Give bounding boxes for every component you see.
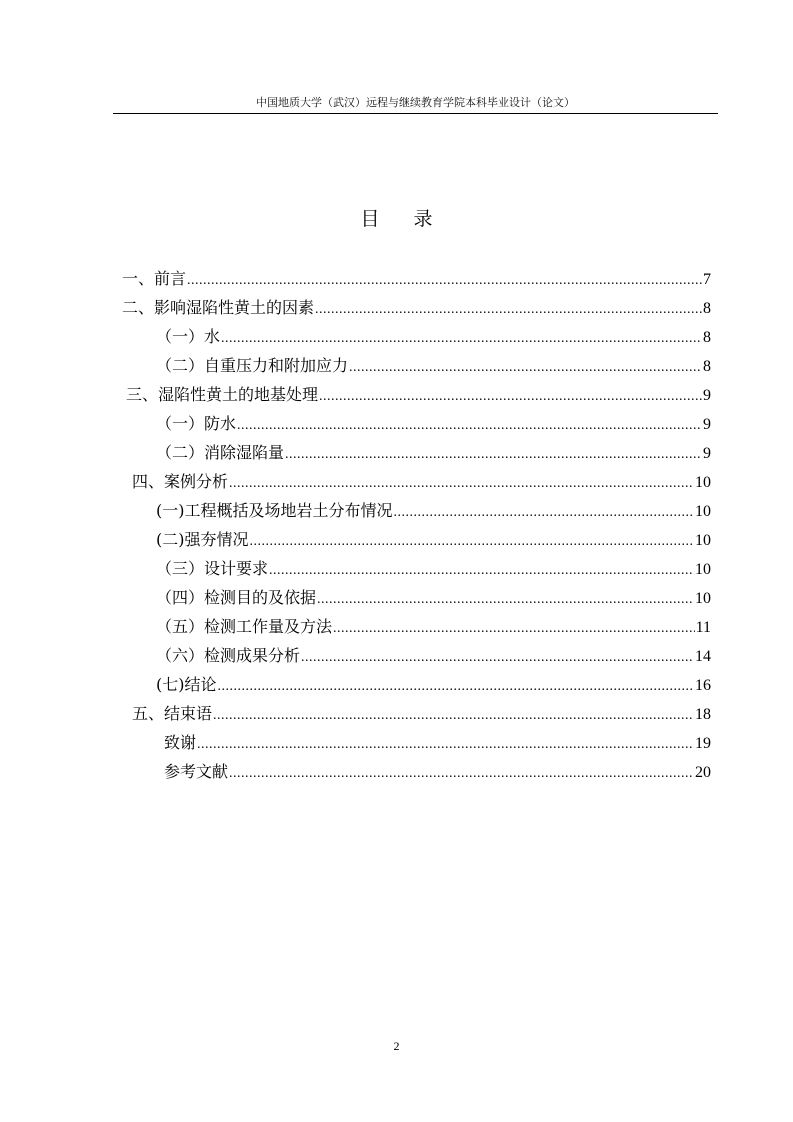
toc-entry[interactable] [156, 525, 711, 554]
toc-entry[interactable] [122, 293, 711, 322]
toc-entry-label: (一)工程概括及场地岩土分布情况 [156, 501, 393, 520]
toc-entry[interactable] [156, 641, 711, 670]
toc-entry-label: （一）水 [156, 327, 221, 346]
toc-entry-page: 10 [695, 561, 711, 578]
toc-entry[interactable] [156, 670, 711, 699]
toc-entry-label: （二）自重压力和附加应力 [156, 356, 349, 375]
toc-entry[interactable] [126, 380, 711, 409]
running-header: 中国地质大学（武汉）远程与继续教育学院本科毕业设计（论文） [256, 96, 575, 109]
toc-title: 目 录 [360, 208, 447, 230]
toc-entry-page: 10 [695, 503, 711, 520]
toc-entry[interactable] [164, 757, 711, 786]
toc-entry[interactable] [156, 351, 711, 380]
header-divider [113, 113, 718, 114]
dot-leader [250, 527, 695, 556]
dot-leader [317, 585, 694, 614]
toc-entry[interactable] [156, 409, 711, 438]
dot-leader [301, 643, 694, 672]
page-number: 2 [393, 1039, 400, 1053]
toc-entry-page: 18 [695, 706, 711, 723]
toc-entry-label: 一、前言 [122, 269, 187, 288]
dot-leader [221, 324, 702, 353]
toc-entry-page: 19 [695, 735, 711, 752]
dot-leader [349, 353, 702, 382]
dot-leader [218, 672, 695, 701]
toc-entry-page: 9 [703, 445, 711, 462]
toc-entry[interactable] [132, 467, 711, 496]
toc-entry-page: 11 [695, 619, 711, 636]
toc-entry-label: （二）消除湿陷量 [156, 443, 285, 462]
toc-entry-label: （一）防水 [156, 414, 237, 433]
toc-entry-page: 10 [695, 474, 711, 491]
toc-entry[interactable] [132, 699, 711, 728]
toc-entry-label: 三、湿陷性黄土的地基处理 [126, 385, 319, 404]
toc-entry[interactable] [156, 438, 711, 467]
dot-leader [213, 701, 694, 730]
toc-entry-page: 9 [703, 416, 711, 433]
toc-entry-label: (二)强夯情况 [156, 530, 249, 549]
toc-entry[interactable] [156, 496, 711, 525]
dot-leader [285, 440, 702, 469]
toc-entry[interactable] [156, 322, 711, 351]
toc-entry-page: 9 [703, 387, 711, 404]
toc-entry[interactable] [156, 612, 711, 641]
toc-entry-page: 10 [695, 532, 711, 549]
toc-entry[interactable] [122, 264, 711, 293]
toc-entry-label: （三）设计要求 [156, 559, 269, 578]
toc-entry-label: 参考文献 [164, 762, 229, 781]
toc-entry[interactable] [156, 583, 711, 612]
toc-entry-page: 8 [703, 300, 711, 317]
toc-entry-label: （四）检测目的及依据 [156, 588, 317, 607]
toc-entry-page: 8 [703, 358, 711, 375]
toc-entry-page: 14 [695, 648, 711, 665]
toc-entry[interactable] [156, 554, 711, 583]
toc-entry-page: 7 [703, 271, 711, 288]
dot-leader [394, 498, 695, 527]
dot-leader [333, 614, 695, 643]
toc-entry-label: 致谢 [164, 733, 197, 752]
toc-entry-label: (七)结论 [156, 675, 217, 694]
toc-entry-label: 四、案例分析 [132, 472, 229, 491]
dot-leader [229, 469, 694, 498]
dot-leader [237, 411, 702, 440]
dot-leader [229, 759, 694, 788]
dot-leader [269, 556, 694, 585]
toc-entry-label: （五）检测工作量及方法 [156, 617, 333, 636]
toc-entry-label: 二、影响湿陷性黄土的因素 [122, 298, 315, 317]
toc-entry-label: 五、结束语 [132, 704, 213, 723]
toc-entry-page: 10 [695, 590, 711, 607]
toc-entry-page: 20 [695, 764, 711, 781]
dot-leader [187, 266, 702, 295]
toc-entry[interactable] [164, 728, 711, 757]
toc-entry-page: 8 [703, 329, 711, 346]
dot-leader [197, 730, 694, 759]
dot-leader [319, 382, 702, 411]
dot-leader [315, 295, 702, 324]
toc-entry-page: 16 [695, 677, 711, 694]
toc-entry-label: （六）检测成果分析 [156, 646, 301, 665]
